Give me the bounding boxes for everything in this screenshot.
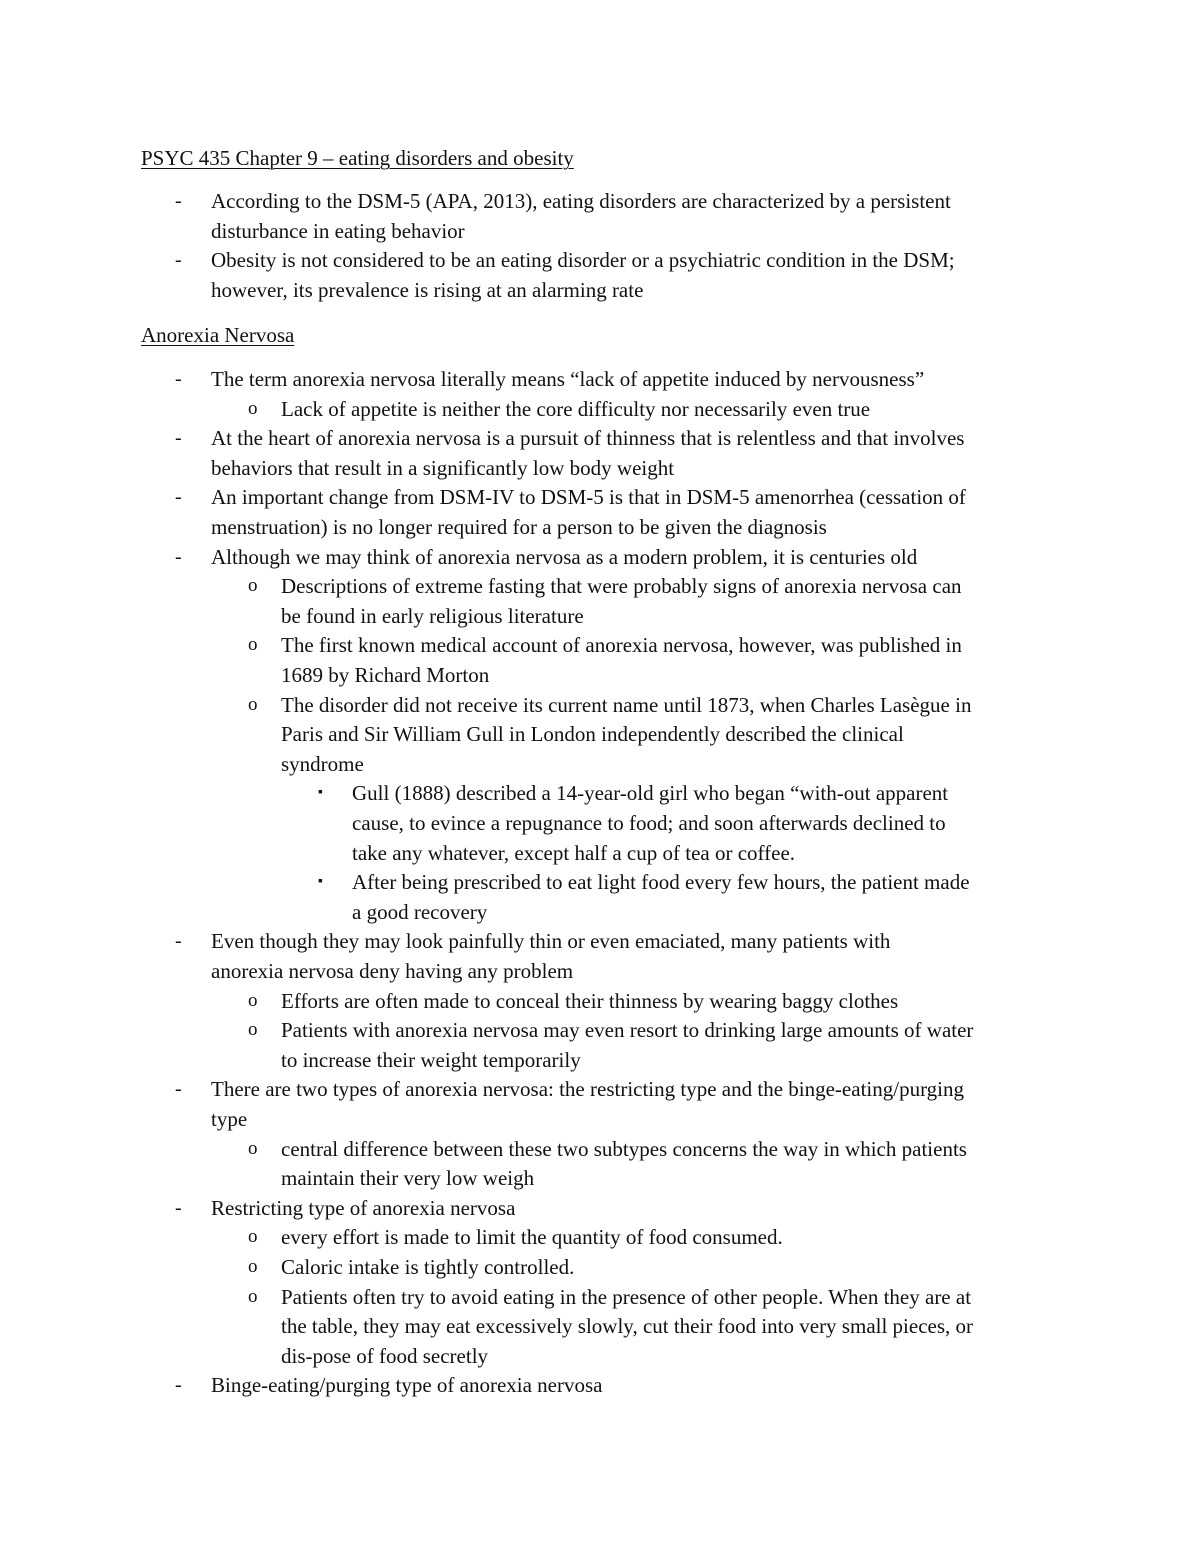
list-item-text-line: every effort is made to limit the quantity of food consumed. — [281, 1225, 783, 1250]
list-item-text-line: There are two types of anorexia nervosa: the restricting type and the binge-eating/purging — [211, 1077, 965, 1102]
list-item-text-line: disturbance in eating behavior — [211, 218, 465, 243]
dash-bullet: - — [175, 545, 182, 568]
dash-bullet: - — [175, 190, 182, 212]
dash-bullet: - — [175, 427, 182, 450]
list-item-text-line: dis-pose of food secretly — [281, 1343, 489, 1368]
square-bullet: ▪ — [318, 874, 323, 890]
list-item-text-line: be found in early religious literature — [281, 603, 584, 628]
dash-bullet: - — [175, 249, 182, 272]
list-item-text-line: At the heart of anorexia nervosa is a pursuit of thinness that is relentless and that involves — [211, 426, 965, 451]
list-item-text-line: The first known medical account of anorexia nervosa, however, was published in — [281, 633, 962, 658]
dash-bullet: - — [175, 486, 182, 509]
circle-bullet: o — [248, 397, 258, 419]
list-item-text-line: cause, to evince a repugnance to food; and soon afterwards declined to — [352, 811, 946, 835]
circle-bullet: o — [248, 1226, 258, 1248]
list-item-text-line: menstruation) is no longer required for a person to be given the diagnosis — [211, 515, 827, 539]
list-item-text-line: Restricting type of anorexia nervosa — [211, 1195, 516, 1220]
document-title: PSYC 435 Chapter 9 – eating disorders and obesity — [141, 146, 574, 170]
circle-bullet: o — [248, 1256, 258, 1277]
list-item-text-line: After being prescribed to eat light food every few hours, the patient made — [352, 870, 970, 895]
list-item-text-line: syndrome — [281, 751, 364, 776]
list-item-text-line: the table, they may eat excessively slowly, cut their food into very small pieces, or — [281, 1314, 974, 1339]
dash-bullet: - — [175, 368, 182, 390]
list-item-text-line: take any whatever, except half a cup of tea or coffee. — [352, 840, 796, 865]
list-item-text-line: Efforts are often made to conceal their thinness by wearing baggy clothes — [281, 988, 899, 1013]
circle-bullet: o — [248, 693, 258, 715]
list-item-text-line: Lack of appetite is neither the core difficulty nor necessarily even true — [281, 396, 871, 421]
list-item-text-line: Descriptions of extreme fasting that were probably signs of anorexia nervosa can — [281, 574, 962, 599]
list-item-text-line: to increase their weight temporarily — [281, 1047, 581, 1072]
dash-bullet: - — [175, 1374, 182, 1397]
list-item-text-line: An important change from DSM-IV to DSM-5 is that in DSM-5 amenorrhea (cessation of — [211, 485, 966, 510]
list-item-text-line: According to the DSM-5 (APA, 2013), eating disorders are characterized by a persistent — [211, 189, 951, 213]
circle-bullet: o — [248, 1019, 258, 1041]
list-item-text-line: 1689 by Richard Morton — [281, 663, 490, 687]
dash-bullet: - — [175, 1078, 182, 1101]
circle-bullet: o — [248, 634, 258, 656]
list-item-text-line: Paris and Sir William Gull in London independently described the clinical — [281, 722, 904, 747]
list-item-text-line: The term anorexia nervosa literally means “lack of appetite induced by nervousness” — [211, 367, 925, 391]
circle-bullet: o — [248, 989, 258, 1011]
list-item-text-line: The disorder did not receive its current name until 1873, when Charles Lasègue in — [281, 692, 972, 717]
circle-bullet: o — [248, 1137, 258, 1159]
circle-bullet: o — [248, 575, 258, 597]
list-item-text-line: Gull (1888) described a 14-year-old girl who began “with-out apparent — [352, 781, 949, 806]
list-item-text-line: maintain their very low weigh — [281, 1166, 535, 1191]
dash-bullet: - — [175, 930, 182, 953]
dash-bullet: - — [175, 1196, 182, 1219]
list-item-text-line: Even though they may look painfully thin or even emaciated, many patients with — [211, 929, 891, 954]
list-item-text-line: Patients with anorexia nervosa may even resort to drinking large amounts of water — [281, 1018, 974, 1043]
list-item-text-line: Patients often try to avoid eating in the presence of other people. When they are at — [281, 1284, 972, 1309]
list-item-text-line: Binge-eating/purging type of anorexia nervosa — [211, 1373, 603, 1398]
circle-bullet: o — [248, 1285, 258, 1307]
list-item-text-line: Although we may think of anorexia nervosa as a modern problem, it is centuries old — [211, 544, 918, 569]
list-item-text-line: a good recovery — [352, 899, 488, 924]
list-item-text-line: Caloric intake is tightly controlled. — [281, 1255, 575, 1279]
section-heading: Anorexia Nervosa — [141, 323, 295, 347]
list-item-text-line: type — [211, 1107, 248, 1131]
list-item-text-line: Obesity is not considered to be an eating disorder or a psychiatric condition in the DSM; — [211, 248, 955, 273]
square-bullet: ▪ — [318, 785, 323, 801]
list-item-text-line: central difference between these two subtypes concerns the way in which patients — [281, 1136, 967, 1161]
list-item-text-line: however, its prevalence is rising at an alarming rate — [211, 277, 644, 302]
list-item-text-line: anorexia nervosa deny having any problem — [211, 959, 574, 983]
list-item-text-line: behaviors that result in a significantly low body weight — [211, 455, 675, 480]
